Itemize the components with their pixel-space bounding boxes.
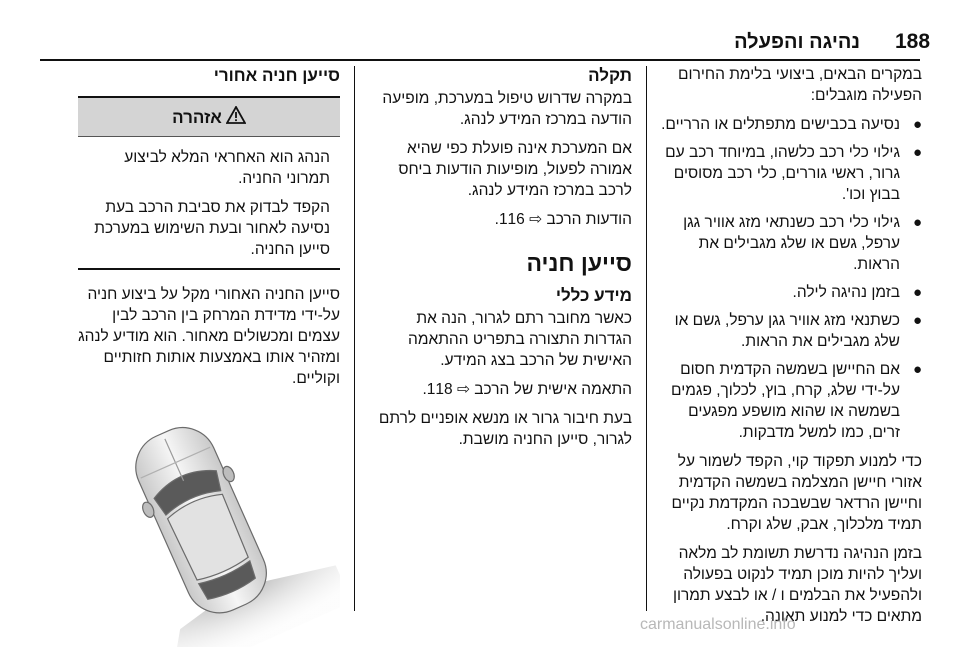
attention-paragraph: בזמן הנהיגה נדרשת תשומת לב מלאה ועליך להיות מוכן תמיד לנקוט בפעולה ולהפעיל את הבלמים ו / או לבצע תמרון מתאים כדי למנוע תאונה. [672,545,922,625]
rear-parking-assist-heading: סייען חניה אחורי [213,66,340,85]
warning-paragraph: הנהג הוא האחראי המלא לביצוע תמרוני החניה. [124,149,330,187]
watermark-link[interactable]: carmanualsonline.info [640,616,796,633]
warning-triangle-icon [226,106,246,129]
header-rule [40,59,920,61]
left-column [78,64,340,653]
page-reference-link[interactable]: 118 [426,381,453,398]
bullet-icon: ● [912,116,922,133]
malfunction-paragraph: במקרה שדרוש טיפול במערכת, מופיעה הודעה במרכז המידע לנהג. [382,90,632,128]
bullet-icon: ● [912,214,922,231]
list-item: ● גילוי כלי רכב כשנתאי מזג אוויר גגן ערפל, גשם או שלג מגבילים את הראות. [683,214,922,273]
car-illustration [78,397,340,653]
bullet-icon: ● [912,361,922,378]
list-item: ● בזמן נהיגה לילה. [792,284,922,301]
bullet-icon: ● [912,144,922,161]
page-title: נהיגה והפעלה [734,31,860,53]
middle-column [368,64,632,458]
malfunction-paragraph-2: אם המערכת אינה פועלת כפי שהיא אמורה לפעול, מופיעות הודעות ביחס לרכב במרכז המידע לנהג. [398,140,632,199]
personalization-ref: התאמה אישית של הרכב ⇨ 118. [422,381,632,398]
list-item: ● אם החיישן בשמשה הקדמית חסום על-ידי שלג, קרח, בוץ, לכלוך, פגמים בשמשה או שהוא מושפע מפגעים זרים, כמו למשל מדבקות. [671,361,922,441]
warning-paragraph-2: הקפד לבדוק את סביבת הרכב בעת נסיעה לאחור ובעת השימוש במערכת סייען החניה. [94,199,330,258]
page-header [0,0,960,60]
vehicle-messages-ref: הודעות הרכב ⇨ 116. [494,211,632,228]
limitations-intro: במקרים הבאים, ביצועי בלימת החירום הפעילה מוגבלים: [678,66,922,104]
warning-body [78,137,340,268]
limitations-list [660,114,922,443]
warning-title: אזהרה [172,107,222,127]
rear-parking-description: סייען החניה האחורי מקל על ביצוע חניה על-ידי מדידת המרחק בין הרכב לבין עצמים ומכשולים מאחור. הוא מודיע לנהג ומזהיר אותו באמצעות אותות חזותיים וקוליים. [78,286,340,387]
page-number: 188 [895,30,931,53]
reference-arrow-icon: ⇨ [529,211,543,228]
towbar-paragraph: כאשר מחובר רתם לגרור, הנה את הגדרות התצורה בתפריט ההתאמה האישית של הרכב בצג המידע. [408,310,632,369]
warning-box [78,96,340,270]
list-item: ● גילוי כלי רכב כלשהו, במיוחד רכב עם גרור, ראשי גוררים, כלי רכב מסוסים בבוץ וכו'. [665,144,922,203]
general-info-subheading: מידע כללי [555,286,632,305]
list-item: ● נסיעה בכבישים מתפתלים או הרריים. [661,116,922,133]
reference-arrow-icon: ⇨ [456,381,470,398]
malfunction-heading: תקלה [588,66,632,85]
page-reference-link[interactable]: 116 [498,211,525,228]
bullet-icon: ● [912,312,922,329]
column-divider-left [354,66,355,611]
trailer-paragraph: בעת חיבור גרור או מנשא אופניים לרתם לגרור, סייען החניה מושבת. [378,410,632,448]
sensor-cleaning-paragraph: כדי למנוע תפקוד קוי, הקפד לשמור על אזורי חיישן המצלמה בשמשה הקדמית וחיישן הרדאר שבשבכה המקדמת נקיים תמיד מלכלוך, אבק, שלג וקרח. [671,453,922,533]
right-column [660,64,922,635]
bullet-icon: ● [912,284,922,301]
list-item: ● כשתנאי מזג אוויר גגן ערפל, גשם או שלג מגבילים את הראות. [674,312,922,350]
column-divider-right [646,66,647,611]
warning-header [78,98,340,137]
parking-assist-heading: סייען חניה [526,250,632,276]
